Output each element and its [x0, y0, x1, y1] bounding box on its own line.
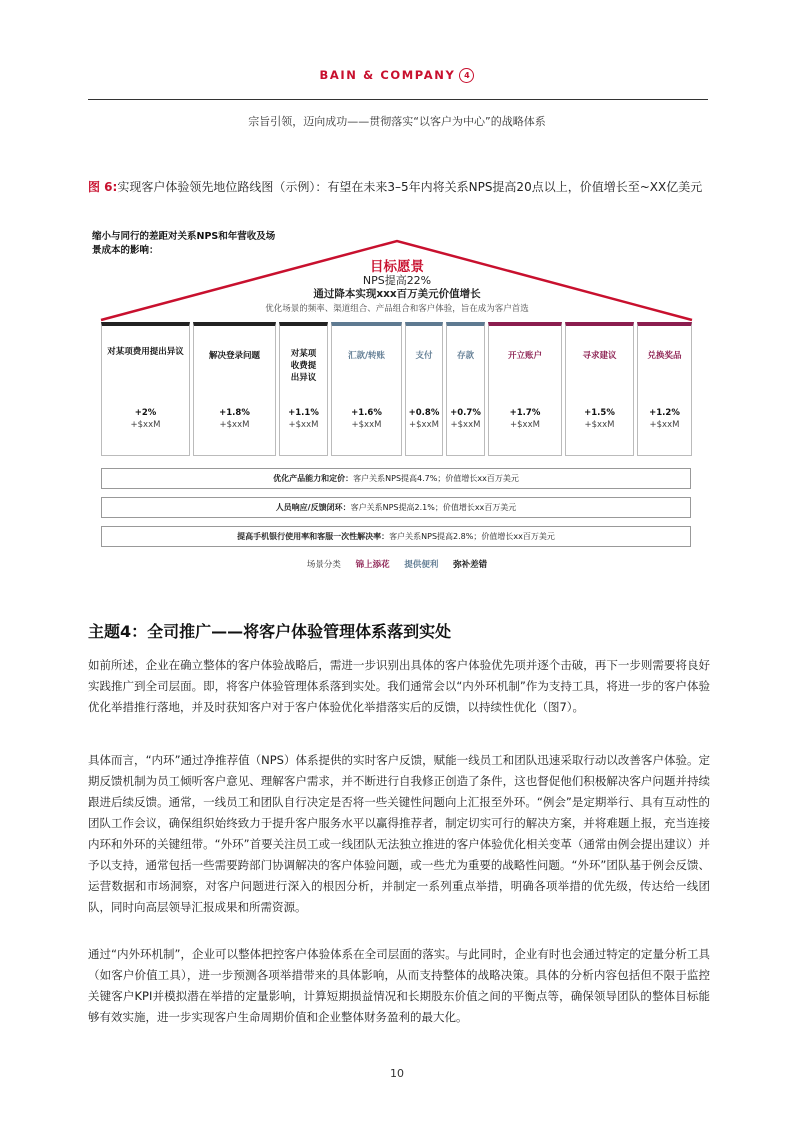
pillar-nps: +1.6% — [351, 408, 382, 418]
bar-title: 优化产品能力和定价： — [273, 474, 354, 483]
pillar-login-issue — [193, 322, 276, 456]
pillar-nps: +0.8% — [408, 408, 440, 418]
goal-value: 通过降本实现xxx百万美元价值增长 — [313, 288, 481, 300]
pillar-value: +$xxM — [288, 420, 319, 430]
pillar-redeem-rewards — [637, 322, 692, 456]
pillar-name: 汇款/转账 — [347, 351, 386, 361]
figure-title: 实现客户体验领先地位路线图（示例）：有望在未来3–5年内将关系NPS提高20点以上，价值增长至~XX亿美元 — [117, 180, 703, 194]
pillar-deposit — [446, 322, 485, 456]
pillar-nps: +1.7% — [509, 408, 541, 418]
pillar-name: 对某项费用提出异议 — [107, 347, 184, 357]
pillar-nps: +1.5% — [584, 408, 615, 418]
pillar-value: +$xxM — [510, 420, 540, 430]
figure-label: 图 6: — [88, 180, 118, 194]
body-paragraph-1: 如前所述，企业在确立整体的客户体验战略后，需进一步识别出具体的客户体验优先项并逐个击破，再下一步则需要将良好实践推广到全司层面。即，将客户体验管理体系落到实处。我们通常会以“内外环机制”作为支持工具，将进一步的客户体验优化举措推行落地，并及时获知客户对于客户体验优化举措落实后的反馈，以持续性优化（图7）。 — [88, 658, 710, 714]
legend-item-delight: 锦上添花 — [355, 560, 390, 570]
pillar-nps: +1.1% — [288, 408, 319, 418]
document-subtitle: 宗旨引领，迈向成功——贯彻落实“以客户为中心”的战略体系 — [248, 115, 546, 128]
pillar-value: +$xxM — [584, 420, 615, 430]
foundation-bar-mobile — [101, 526, 691, 547]
scenario-legend — [0, 558, 794, 570]
goal-description: 优化场景的频率、渠道组合、产品组合和客户体验，旨在成为客户首选 — [265, 304, 529, 314]
goal-nps: NPS提高22% — [362, 274, 432, 287]
pillar-remittance — [331, 322, 402, 456]
pillar-payment — [405, 322, 443, 456]
pillar-value: +$xxM — [450, 420, 481, 430]
goal-title: 目标愿景 — [370, 259, 424, 275]
pillar-value: +$xxM — [351, 420, 382, 430]
pillar-seek-advice — [565, 322, 634, 456]
pillar-nps: +1.2% — [649, 408, 680, 418]
brand-mark-icon: 4 — [459, 68, 474, 83]
pillar-name: 支付 — [415, 351, 433, 361]
body-paragraph-2: 具体而言，“内环”通过净推荐值（NPS）体系提供的实时客户反馈，赋能一线员工和团队迅速采取行动以改善客户体验。定期反馈机制为员工倾听客户意见、理解客户需求，并不断进行自我修正创造了条件，这也督促他们积极解决客户问题并持续跟进后续反馈。通常，一线员工和团队自行决定是否将一些关键性问题向上汇报至外环。“例会”是定期举行、具有互动性的团队工作会议，确保组织始终致力于提升客户服务水平以赢得推荐者，制定切实可行的解决方案，并将难题上报，充当连接内环和外环的关键纽带。“外环”首要关注员工或一线团队无法独立推进的客户体验优化相关变革（通常由例会提出建议）并予以支持，通常包括一些需要跨部门协调解决的客户体验问题，或一些尤为重要的战略性问题。“外环”团队基于例会反馈、运营数据和市场洞察，对客户问题进行深入的根因分析，并制定一系列重点举措，明确各项举措的优先级，传达给一线团队，同时向高层领导汇报成果和所需资源。 — [88, 753, 710, 914]
foundation-bar-staff — [101, 497, 691, 518]
section-heading: 主题4：全司推广——将客户体验管理体系落到实处 — [88, 622, 452, 641]
pillar-name: 寻求建议 — [582, 351, 617, 361]
pillar-name: 解决登录问题 — [208, 351, 260, 361]
pillar-nps: +0.7% — [450, 408, 481, 418]
brand-name: BAIN & COMPANY — [319, 68, 456, 82]
pillar-name: 兑换奖品 — [647, 351, 682, 361]
pillar-value: +$xxM — [130, 420, 161, 430]
bar-text: 客户关系NPS提高2.8%；价值增长xx百万美元 — [389, 532, 555, 541]
pillar-value: +$xxM — [649, 420, 680, 430]
pillar-fee-dispute — [101, 322, 190, 456]
pillar-name: 对某项收费提出异议 — [290, 349, 317, 383]
page-number: 10 — [390, 1067, 404, 1080]
pillar-value: +$xxM — [219, 420, 250, 430]
bar-text: 客户关系NPS提高4.7%；价值增长xx百万美元 — [353, 474, 519, 483]
foundation-bar-product — [101, 468, 691, 489]
pillar-open-account — [488, 322, 562, 456]
legend-item-convenience: 提供便利 — [404, 560, 439, 570]
pillar-charge-dispute — [279, 322, 328, 456]
bar-text: 客户关系NPS提高2.1%；价值增长xx百万美元 — [350, 503, 517, 512]
pillar-nps: +2% — [134, 408, 157, 418]
legend-item-fix: 弥补差错 — [453, 560, 488, 570]
gap-impact-label: 缩小与同行的差距对关系NPS和年营收及场景成本的影响： — [92, 231, 276, 256]
pillar-value: +$xxM — [409, 420, 439, 430]
pillar-nps: +1.8% — [219, 408, 250, 418]
pillar-name: 开立账户 — [507, 351, 542, 361]
bar-title: 提高手机银行使用率和客服一次性解决率： — [237, 532, 390, 541]
bar-title: 人员响应/反馈闭环： — [275, 503, 351, 512]
pillar-name: 存款 — [456, 351, 474, 361]
legend-label: 场景分类 — [306, 560, 341, 570]
body-paragraph-3: 通过“内外环机制”，企业可以整体把控客户体验体系在全司层面的落实。与此同时，企业有时也会通过特定的定量分析工具（如客户价值工具），进一步预测各项举措带来的具体影响，从而支持整体的战略决策。具体的分析内容包括但不限于监控关键客户KPI并模拟潜在举措的定量影响，计算短期损益情况和长期股东价值之间的平衡点等，确保领导团队的整体目标能够有效实施，进一步实现客户生命周期价值和企业整体财务盈利的最大化。 — [88, 947, 710, 1024]
